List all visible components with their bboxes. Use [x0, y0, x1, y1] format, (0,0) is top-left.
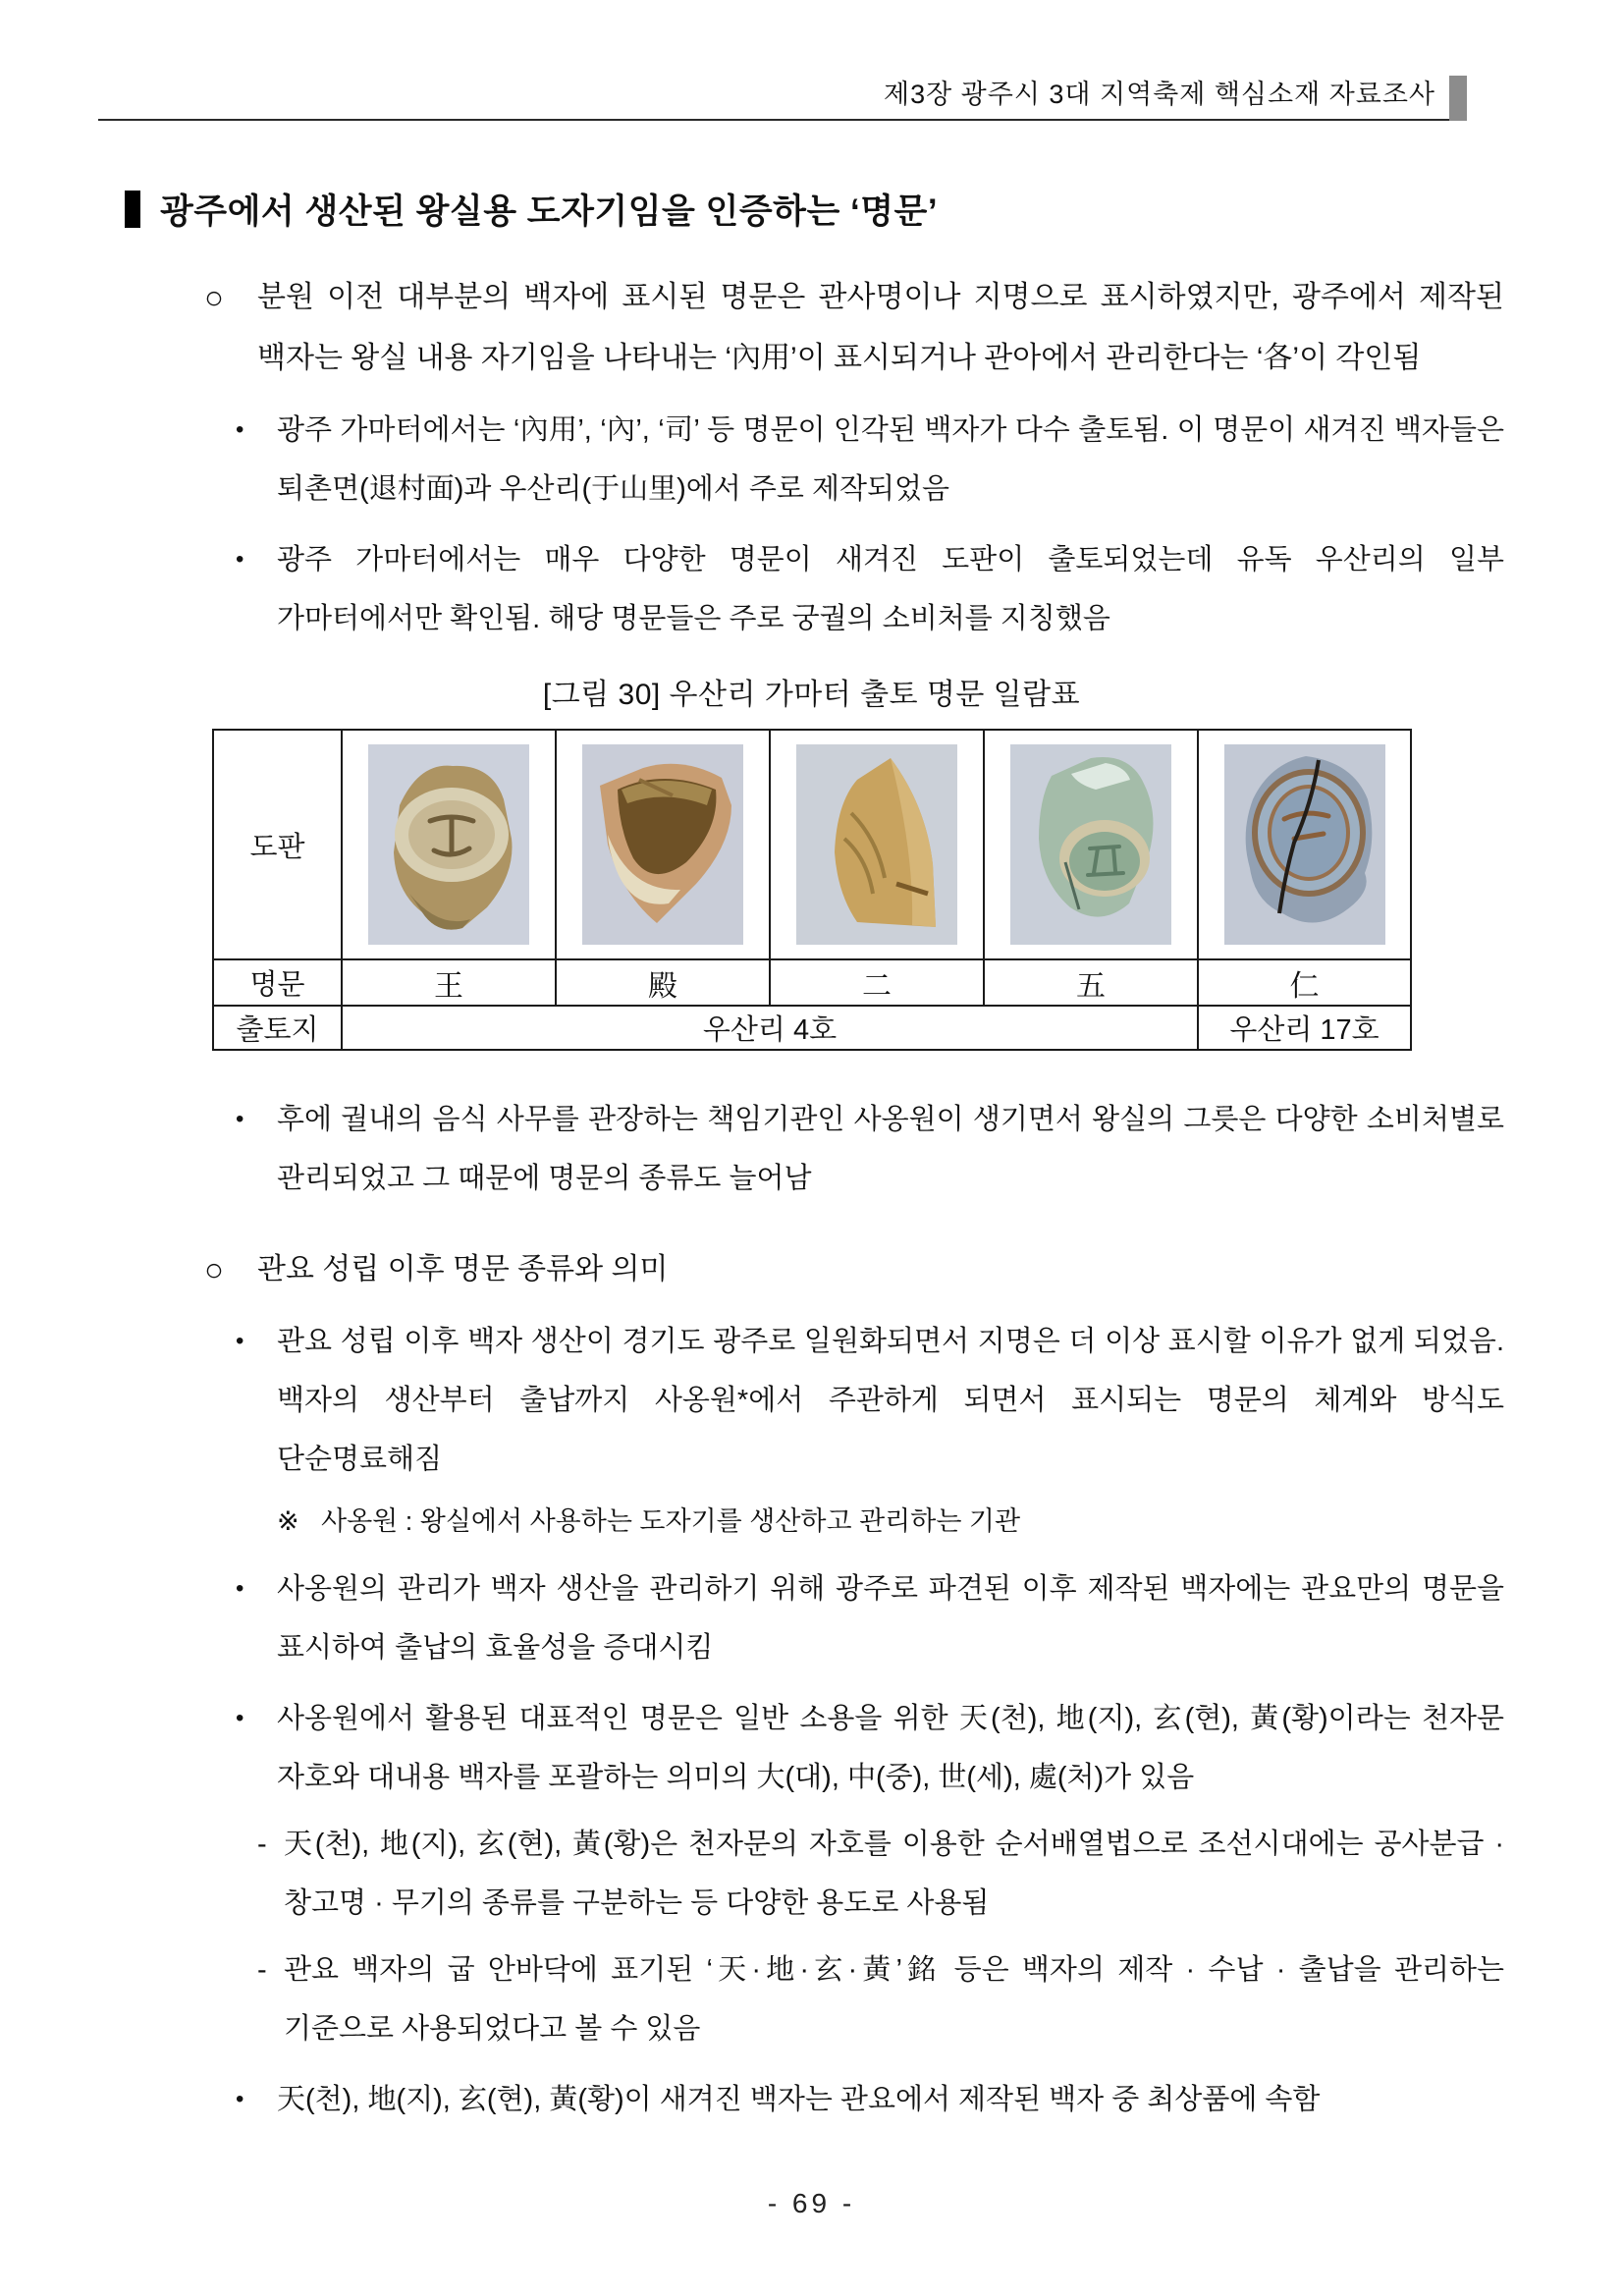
- paragraph-text: 후에 궐내의 음식 사무를 관장하는 책임기관인 사옹원이 생기면서 왕실의 그릇은 다양한 소비처별로 관리되었고 그 때문에 명문의 종류도 늘어남: [277, 1104, 1504, 1194]
- plate-cell-i: [770, 730, 984, 959]
- bullet-usanri-kilns: [236, 530, 1504, 648]
- pottery-photo-jeon-icon: [582, 744, 743, 945]
- pottery-photo-i-icon: [796, 744, 957, 945]
- table-row-plates: [213, 730, 1411, 959]
- circle-marker-icon: ○: [204, 279, 224, 315]
- section-title: [125, 185, 1505, 234]
- bullet-top-quality: [236, 2070, 1504, 2129]
- circle-marker-icon: ○: [204, 1251, 224, 1287]
- table-row-inscriptions: [213, 959, 1411, 1006]
- site-cell: 우산리 17호: [1198, 1006, 1411, 1050]
- site-cell: 우산리 4호: [342, 1006, 1198, 1050]
- page-number: - 69 -: [767, 2188, 856, 2218]
- paragraph-text: 분원 이전 대부분의 백자에 표시된 명문은 관사명이나 지명으로 표시하였지만, 광주에서 제작된 백자는 왕실 내용 자기임을 나타내는 ‘內用’이 표시되거나 관아에서 관리한다는 ‘各’이 각인됨: [257, 281, 1504, 374]
- bullet-marker-icon: •: [236, 1705, 244, 1731]
- paragraph-text: 광주 가마터에서는 ‘內用’, ‘內’, ‘司’ 등 명문이 인각된 백자가 다수 출토됨. 이 명문이 새겨진 백자들은 퇴촌면(退村面)과 우산리(于山里)에서 주로 제작되었음: [277, 414, 1504, 505]
- dash-thousand-character-order: [257, 1815, 1504, 1933]
- page-body: [0, 120, 1623, 2129]
- pottery-photo-wang-icon: [368, 744, 529, 945]
- row-label-plate: 도판: [213, 730, 342, 959]
- reference-marker-icon: ※: [277, 1506, 299, 1536]
- bullet-marker-icon: •: [236, 1328, 244, 1354]
- heading-post-gwanyo-inscriptions: [204, 1239, 1504, 1300]
- figure-table: [212, 729, 1412, 1051]
- dash-foot-inscriptions: [257, 1941, 1504, 2058]
- pottery-photo-o-icon: [1010, 744, 1171, 945]
- row-label-inscription: 명문: [213, 959, 342, 1006]
- header-accent-bar: [1449, 76, 1467, 121]
- bullet-representative-inscriptions: [236, 1689, 1504, 1807]
- bullet-naeyong-inscriptions: [236, 401, 1504, 519]
- paragraph-text: 관요 성립 이후 백자 생산이 경기도 광주로 일원화되면서 지명은 더 이상 표시할 이유가 없게 되었음. 백자의 생산부터 출납까지 사옹원*에서 주관하게 되면서 표시되는 명문의 체계와 방식도 단순명료해짐: [277, 1326, 1504, 1475]
- bullet-marker-icon: •: [236, 416, 244, 443]
- note-saongwon-definition: [277, 1495, 1504, 1548]
- plate-cell-o: [984, 730, 1198, 959]
- bullet-marker-icon: •: [236, 2086, 244, 2112]
- figure-caption: [그림 30] 우산리 가마터 출토 명문 일람표: [542, 679, 1081, 711]
- inscription-cell: 王: [342, 959, 556, 1006]
- bullet-saongwon-founding: [236, 1090, 1504, 1208]
- paragraph-text: 사옹원에서 활용된 대표적인 명문은 일반 소용을 위한 天(천), 地(지), 玄(현), 黃(황)이라는 천자문 자호와 대내용 백자를 포괄하는 의미의 大(대), 中(중), 世(세), 處(처)가 있음: [277, 1703, 1504, 1793]
- plate-cell-wang: [342, 730, 556, 959]
- inscription-cell: 五: [984, 959, 1198, 1006]
- paragraph-text: 天(천), 地(지), 玄(현), 黃(황)이 새겨진 백자는 관요에서 제작된 백자 중 최상품에 속함: [277, 2084, 1321, 2115]
- plate-cell-in: [1198, 730, 1411, 959]
- inscription-cell: 殿: [556, 959, 770, 1006]
- inscription-cell: 仁: [1198, 959, 1411, 1006]
- page-header: [98, 0, 1467, 121]
- paragraph-text: 광주 가마터에서는 매우 다양한 명문이 새겨진 도판이 출토되었는데 유독 우산리의 일부 가마터에서만 확인됨. 해당 명문들은 주로 궁궐의 소비처를 지칭했음: [277, 544, 1504, 634]
- title-bullet-icon: [125, 191, 140, 228]
- running-head: 제3장 광주시 3대 지역축제 핵심소재 자료조사: [883, 80, 1435, 109]
- bullet-marker-icon: •: [236, 1575, 244, 1602]
- heading-text: 관요 성립 이후 명문 종류와 의미: [257, 1253, 669, 1285]
- dash-marker-icon: -: [257, 1829, 267, 1860]
- row-label-site: 출토지: [213, 1006, 342, 1050]
- paragraph-text: 天(천), 地(지), 玄(현), 黃(황)은 천자문의 자호를 이용한 순서배열법으로 조선시대에는 공사분급 · 창고명 · 무기의 종류를 구분하는 등 다양한 용도로 사용됨: [284, 1829, 1504, 1919]
- plate-cell-jeon: [556, 730, 770, 959]
- bullet-marker-icon: •: [236, 546, 244, 573]
- note-text: 사옹원 : 왕실에서 사용하는 도자기를 생산하고 관리하는 기관: [321, 1506, 1021, 1536]
- section-title-text: 광주에서 생산된 왕실용 도자기임을 인증하는 ‘명문’: [160, 192, 939, 231]
- inscription-cell: 二: [770, 959, 984, 1006]
- table-row-sites: [213, 1006, 1411, 1050]
- dash-marker-icon: -: [257, 1954, 267, 1986]
- bullet-gwanyo-unification: [236, 1312, 1504, 1489]
- figure-30: [0, 670, 1623, 1051]
- bullet-marker-icon: •: [236, 1106, 244, 1132]
- paragraph-bunwon-inscriptions: [204, 267, 1504, 389]
- pottery-photo-in-icon: [1224, 744, 1385, 945]
- paragraph-text: 사옹원의 관리가 백자 생산을 관리하기 위해 광주로 파견된 이후 제작된 백자에는 관요만의 명문을 표시하여 출납의 효율성을 증대시킴: [277, 1573, 1504, 1664]
- paragraph-text: 관요 백자의 굽 안바닥에 표기된 ‘天·地·玄·黃’銘 등은 백자의 제작 · 수납 · 출납을 관리하는 기준으로 사용되었다고 볼 수 있음: [284, 1954, 1504, 2045]
- bullet-saongwon-dispatch: [236, 1559, 1504, 1677]
